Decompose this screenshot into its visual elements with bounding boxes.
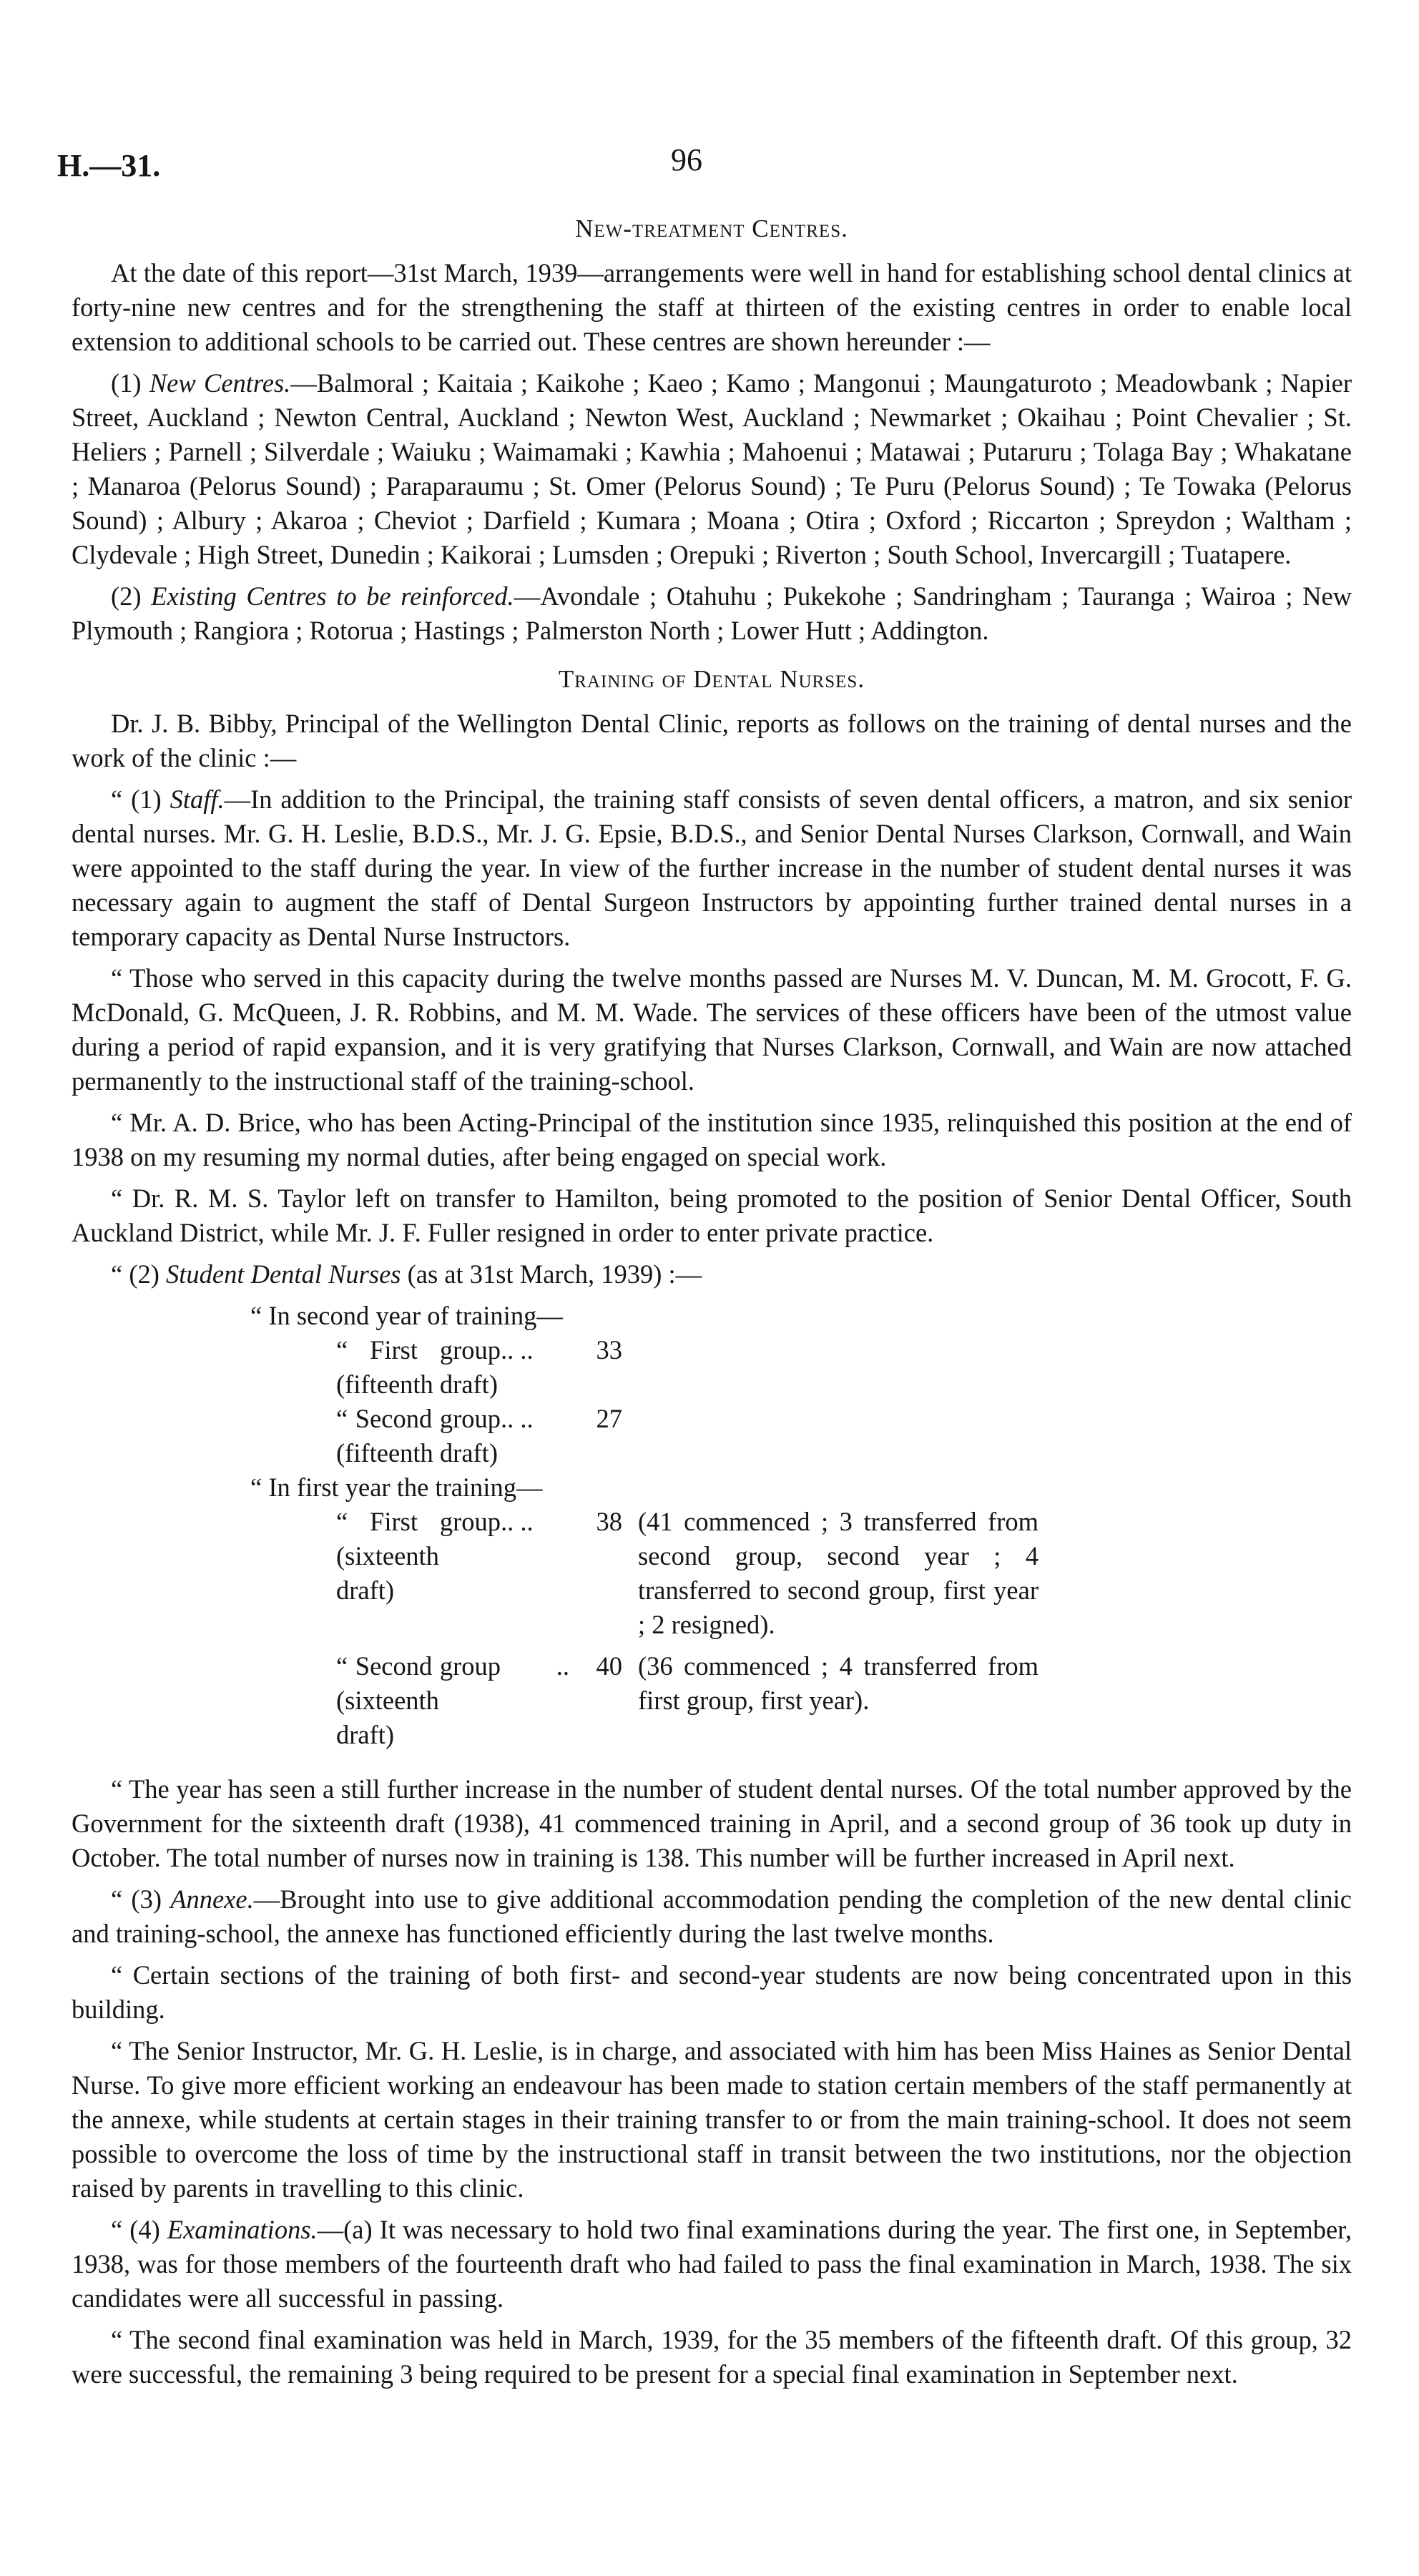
first-year-heading: “ In first year the training— (250, 1473, 543, 1502)
new-centres-number: (1) (111, 368, 149, 398)
students-title: Student Dental Nurses (166, 1259, 401, 1289)
staff-title: Staff. (170, 785, 225, 814)
new-centres-list: —Balmoral ; Kaitaia ; Kaikohe ; Kaeo ; Kamo ; Mangonui ; Maungaturoto ; Meadowbank ; Napier Street, Auckland ; Newton Central, Auckland ; Newton West, Auckland ; Newmarket ; Okaihau ; Point Chevalier ; St. Heliers ; Parnell ; Silverdale ; Waiuku ; Waimamaki ; Kawhia ; Mahoenui ; Matawai ; Putaruru ; Tolaga Bay ; Whakatane ; Manaroa (Pelorus Sound) ; Paraparaumu ; St. Omer (Pelorus Sound) ; Te Puru (Pelorus Sound) ; Te Towaka (Pelorus Sound) ; Albury ; Akaroa ; Cheviot ; Darfield ; Kumara ; Moana ; Otira ; Oxford ; Riccarton ; Spreydon ; Waltham ; Clydevale ; High Street, Dunedin ; Kaikorai ; Lumsden ; Orepuki ; Riverton ; South School, Invercargill ; Tuatapere. (72, 368, 1352, 569)
paragraph-second-examination: “ The second final examination was held in March, 1939, for the 35 members of the fifteenth draft. Of this group, 32 were successful, the remaining 3 being required to be present for a special final examination in September next. (72, 2325, 1352, 2389)
table-row (72, 1649, 1352, 1752)
paragraph-examinations (72, 2213, 1352, 2316)
paragraph-taylor: “ Dr. R. M. S. Taylor left on transfer to Hamilton, being promoted to the position of Senior Dental Officer, South Auckland District, while Mr. J. F. Fuller resigned in order to enter private practice. (72, 1184, 1352, 1247)
staff-text: —In addition to the Principal, the training staff consists of seven dental officers, a matron, and six senior dental nurses. Mr. G. H. Leslie, B.D.S., Mr. J. G. Epsie, B.D.S., and Senior Dental Nurses Clarkson, Cornwall, and Wain were appointed to the staff during the year. In view of the further increase in the number of student dental nurses it was necessary again to augment the staff of Dental Surgeon Instructors by appointing further trained dental nurses in a temporary capacity as Dental Nurse Instructors. (72, 785, 1352, 951)
paragraph-senior-instructor: “ The Senior Instructor, Mr. G. H. Leslie, is in charge, and associated with him has been Miss Haines as Senior Dental Nurse. To give more efficient working an endeavour has been made to station certain members of the staff permanently at the annexe, while students at certain stages in their training transfer to or from the main training-school. It does not seem possible to overcome the loss of time by the instructional staff in transit between the two institutions, nor the objection raised by parents in travelling to this clinic. (72, 2036, 1352, 2203)
table-row (72, 1333, 1352, 1402)
existing-centres-title: Existing Centres to be reinforced. (151, 581, 514, 611)
row-label: “ First group (sixteenth draft) (336, 1507, 501, 1605)
annexe-number: “ (3) (111, 1884, 171, 1914)
student-numbers-table (72, 1299, 1352, 1752)
exams-text: —(a) It was necessary to hold two final examinations during the year. The first one, in September, 1938, was for those members of the fourteenth draft who had failed to pass the final examination in March, 1938. The six candidates were all successful in passing. (72, 2215, 1352, 2313)
exams-number: “ (4) (111, 2215, 167, 2244)
existing-centres-list: —Avondale ; Otahuhu ; Pukekohe ; Sandringham ; Tauranga ; Wairoa ; New Plymouth ; Rangiora ; Rotorua ; Hastings ; Palmerston North ; Lower Hutt ; Addington. (72, 581, 1352, 645)
students-number: “ (2) (111, 1259, 167, 1289)
document-reference: H.—31. (57, 148, 161, 183)
row-note: (41 commenced ; 3 transferred from second group, second year ; 4 transferred to second group, first year ; 2 resigned). (638, 1507, 1039, 1639)
table-row (72, 1402, 1352, 1470)
paragraph-student-nurses (72, 1257, 1352, 1292)
row-leader: .. .. (501, 1335, 534, 1365)
students-suffix: (as at 31st March, 1939) :— (401, 1259, 702, 1289)
paragraph-served: “ Those who served in this capacity during the twelve months passed are Nurses M. V. Duncan, M. M. Grocott, F. G. McDonald, G. McQueen, J. R. Robbins, and M. M. Wade. The services of these officers have been of the utmost value during a period of rapid expansion, and it is very gratifying that Nurses Clarkson, Cornwall, and Wain are now attached permanently to the instructional staff of the training-school. (72, 963, 1352, 1096)
row-count: 27 (596, 1404, 622, 1433)
paragraph-staff (72, 782, 1352, 954)
staff-number: “ (1) (111, 785, 170, 814)
section-heading-new-treatment: New-treatment Centres. (575, 215, 848, 242)
row-label: “ Second group (sixteenth draft) (336, 1651, 501, 1749)
table-row (72, 1505, 1352, 1642)
paragraph-new-centres (72, 366, 1352, 572)
annexe-title: Annexe. (170, 1884, 254, 1914)
row-count: 40 (596, 1651, 622, 1681)
existing-centres-number: (2) (111, 581, 152, 611)
annexe-text: —Brought into use to give additional accommodation pending the completion of the new dental clinic and training-school, the annexe has functioned efficiently during the last twelve months. (72, 1884, 1352, 1948)
paragraph-new-treatment-intro: At the date of this report—31st March, 1939—arrangements were well in hand for establishing school dental clinics at forty-nine new centres and for the strengthening the staff at thirteen of the existing centres in order to enable local extension to additional schools to be carried out. These centres are shown hereunder :— (72, 258, 1352, 356)
row-leader: .. .. (501, 1507, 534, 1536)
row-leader: .. (556, 1651, 569, 1681)
second-year-heading: “ In second year of training— (250, 1301, 563, 1330)
new-centres-title: New Centres. (149, 368, 291, 398)
row-label: “ Second group (fifteenth draft) (336, 1404, 501, 1468)
page-number: 96 (671, 142, 702, 177)
row-count: 38 (596, 1507, 622, 1536)
row-leader: .. .. (501, 1404, 534, 1433)
paragraph-existing-centres (72, 579, 1352, 648)
section-heading-training: Training of Dental Nurses. (558, 665, 865, 693)
row-count: 33 (596, 1335, 622, 1365)
page-header (57, 142, 1352, 186)
document-page (57, 142, 1352, 2532)
paragraph-annexe (72, 1882, 1352, 1951)
row-note: (36 commenced ; 4 transferred from first group, first year). (638, 1651, 1039, 1715)
row-label: “ First group (fifteenth draft) (336, 1335, 501, 1399)
paragraph-certain-sections: “ Certain sections of the training of both first- and second-year students are now being concentrated upon in this building. (72, 1960, 1352, 2024)
exams-title: Examinations. (167, 2215, 318, 2244)
paragraph-brice: “ Mr. A. D. Brice, who has been Acting-Principal of the institution since 1935, relinquished this position at the end of 1938 on my resuming my normal duties, after being engaged on special work. (72, 1108, 1352, 1171)
paragraph-year-increase: “ The year has seen a still further increase in the number of student dental nurses. Of the total number approved by the Government for the sixteenth draft (1938), 41 commenced training in April, and a second group of 36 took up duty in October. The total number of nurses now in training is 138. This number will be further increased in April next. (72, 1774, 1352, 1872)
paragraph-training-intro: Dr. J. B. Bibby, Principal of the Wellington Dental Clinic, reports as follows on the training of dental nurses and the work of the clinic :— (72, 709, 1352, 772)
